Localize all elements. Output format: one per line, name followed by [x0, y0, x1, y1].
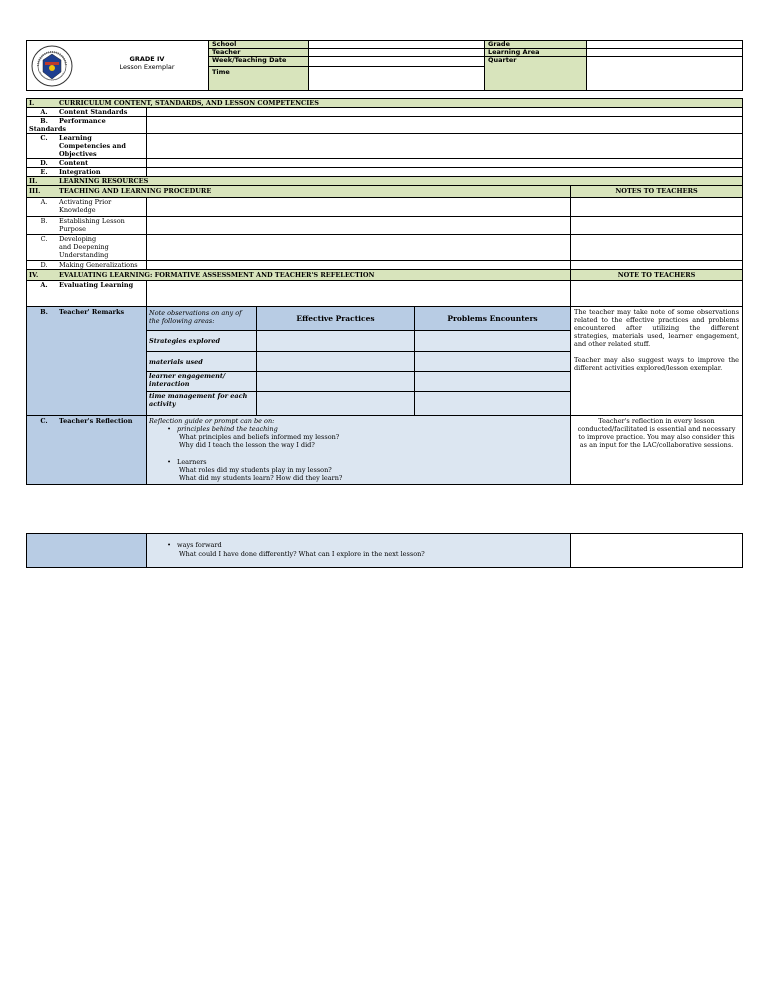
learning-competencies-field[interactable]: [147, 134, 743, 159]
performance-standards-label: B. Performance Standards: [27, 117, 147, 134]
header-logo-cell: [27, 41, 209, 91]
reflection-b1-line2: Why did I teach the lesson the way I did?: [179, 441, 315, 449]
making-generalizations-notes[interactable]: [571, 261, 743, 270]
continuation-table: [26, 533, 743, 568]
time-management-label: time management for each activity: [147, 392, 257, 416]
section-i-heading: I. CURRICULUM CONTENT, STANDARDS, AND LESSON COMPETENCIES: [27, 99, 743, 108]
materials-effective-field[interactable]: [257, 352, 415, 372]
engagement-effective-field[interactable]: [257, 372, 415, 392]
integration-field[interactable]: [147, 168, 743, 177]
engagement-problems-field[interactable]: [415, 372, 571, 392]
continuation-label-cell: [27, 534, 147, 568]
time-effective-field[interactable]: [257, 392, 415, 416]
lesson-table: [26, 98, 743, 485]
problems-encounters-header: Problems Encounters: [415, 307, 571, 331]
remarks-notes: [571, 307, 743, 416]
continuation-notes-cell[interactable]: [571, 534, 743, 568]
remarks-prompt: Note observations on any of the following areas:: [147, 307, 257, 331]
grade-label: Grade: [485, 41, 587, 49]
reflection-b1-line1: What principles and beliefs informed my lesson?: [179, 433, 340, 441]
learning-area-label: Learning Area: [485, 49, 587, 57]
teacher-remarks-label: B. Teacher' Remarks: [27, 307, 147, 416]
establishing-lesson-purpose-field[interactable]: [147, 217, 571, 235]
remarks-note-p2: Teacher may also suggest ways to improve the different activities explored/lesson exemplar.: [574, 356, 740, 372]
reflection-bullet-2: • Learners: [167, 458, 207, 466]
reflection-note: Teacher's reflection in every lesson conducted/facilitated is essential and necessary to improve practice. You may also consider this as an input for the LAC/collaborative sessions.: [571, 416, 743, 485]
time-problems-field[interactable]: [415, 392, 571, 416]
grade-title: GRADE IV: [129, 55, 165, 63]
content-field[interactable]: [147, 159, 743, 168]
teacher-field[interactable]: [309, 49, 485, 57]
effective-practices-header: Effective Practices: [257, 307, 415, 331]
teacher-reflection-label: C. Teacher's Reflection: [27, 416, 147, 485]
teacher-label: Teacher: [209, 49, 309, 57]
week-date-label: Week/Teaching Date: [209, 57, 309, 67]
school-field[interactable]: [309, 41, 485, 49]
note-to-teachers-header: NOTE TO TEACHERS: [571, 270, 743, 281]
reflection-guide: Reflection guide or prompt can be on:: [149, 417, 275, 425]
strategies-effective-field[interactable]: [257, 331, 415, 352]
continuation-reflection-field[interactable]: [147, 534, 571, 568]
establishing-lesson-purpose-label: B. Establishing Lesson Purpose: [27, 217, 147, 235]
time-label: Time: [209, 67, 309, 91]
evaluating-learning-notes[interactable]: [571, 281, 743, 307]
activating-prior-knowledge-label: A. Activating Prior Knowledge: [27, 198, 147, 217]
developing-understanding-label: C. Developing and Deepening Understanding: [27, 235, 147, 261]
section-ii-heading: II. LEARNING RESOURCES: [27, 177, 743, 186]
quarter-label: Quarter: [485, 57, 587, 91]
header-table: [26, 40, 743, 91]
grade-field[interactable]: [587, 41, 743, 49]
content-label: D. Content: [27, 159, 147, 168]
reflection-b2-line1: What roles did my students play in my lesson?: [179, 466, 332, 474]
evaluating-learning-label: A. Evaluating Learning: [27, 281, 147, 307]
section-iii-heading: III. TEACHING AND LEARNING PROCEDURE: [27, 186, 571, 198]
doc-subtitle: Lesson Exemplar: [119, 63, 175, 71]
materials-used-label: materials used: [147, 352, 257, 372]
developing-understanding-notes[interactable]: [571, 235, 743, 261]
content-standards-label: A. Content Standards: [27, 108, 147, 117]
evaluating-learning-field[interactable]: [147, 281, 571, 307]
reflection-b2-line2: What did my students learn? How did they learn?: [179, 474, 343, 482]
strategies-problems-field[interactable]: [415, 331, 571, 352]
notes-to-teachers-header: NOTES TO TEACHERS: [571, 186, 743, 198]
materials-problems-field[interactable]: [415, 352, 571, 372]
strategies-explored-label: Strategies explored: [147, 331, 257, 352]
establishing-lesson-purpose-notes[interactable]: [571, 217, 743, 235]
learning-competencies-label: C. Learning Competencies and Objectives: [27, 134, 147, 159]
learner-engagement-label: learner engagement/ interaction: [147, 372, 257, 392]
reflection-bullet-3: • ways forward: [167, 541, 222, 549]
section-iv-title: EVALUATING LEARNING: FORMATIVE ASSESSMENT AND TEACHER'S REFELECTION: [59, 271, 375, 279]
reflection-field[interactable]: [147, 416, 571, 485]
content-standards-field[interactable]: [147, 108, 743, 117]
making-generalizations-field[interactable]: [147, 261, 571, 270]
section-iii-title: TEACHING AND LEARNING PROCEDURE: [59, 187, 212, 195]
section-ii-title: LEARNING RESOURCES: [59, 177, 149, 185]
section-i-title: CURRICULUM CONTENT, STANDARDS, AND LESSON COMPETENCIES: [59, 99, 319, 107]
deped-seal-icon: [31, 45, 73, 87]
remarks-note-p1: The teacher may take note of some observations related to the effective practices and problems encountered after utilizing the different strategies, materials used, learner engagement, and other related stuff.: [574, 308, 740, 348]
reflection-b3-line1: What could I have done differently? What can I explore in the next lesson?: [179, 550, 425, 558]
time-field[interactable]: [309, 67, 485, 91]
section-iv-heading: IV. EVALUATING LEARNING: FORMATIVE ASSESSMENT AND TEACHER'S REFELECTION: [27, 270, 571, 281]
school-label: School: [209, 41, 309, 49]
integration-label: E. Integration: [27, 168, 147, 177]
quarter-field[interactable]: [587, 57, 743, 91]
reflection-bullet-1: • principles behind the teaching: [167, 425, 278, 433]
activating-prior-knowledge-field[interactable]: [147, 198, 571, 217]
performance-standards-field[interactable]: [147, 117, 743, 134]
week-date-field[interactable]: [309, 57, 485, 67]
developing-understanding-field[interactable]: [147, 235, 571, 261]
activating-prior-knowledge-notes[interactable]: [571, 198, 743, 217]
learning-area-field[interactable]: [587, 49, 743, 57]
making-generalizations-label: D. Making Generalizations: [27, 261, 147, 270]
